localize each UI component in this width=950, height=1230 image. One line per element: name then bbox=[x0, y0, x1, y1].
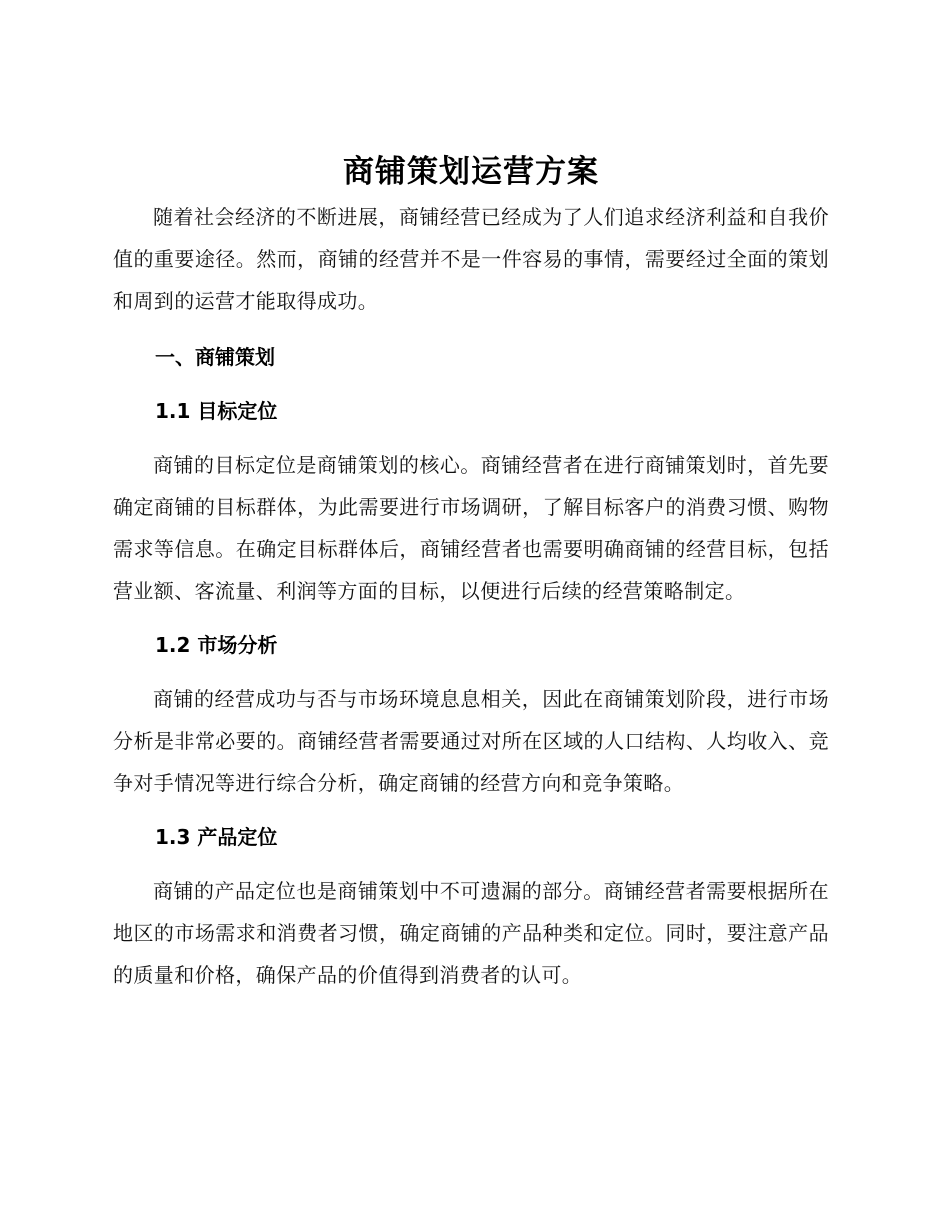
paragraph-product: 商铺的产品定位也是商铺策划中不可遗漏的部分。商铺经营者需要根据所在地区的市场需求和消费者习惯，确定商铺的产品种类和定位。同时，要注意产品的质量和价格，确保产品的价值得到消费者的认可。 bbox=[113, 879, 829, 987]
document-page bbox=[113, 148, 829, 996]
subsection-heading-product: 1.3 产品定位 bbox=[155, 825, 278, 849]
spacer bbox=[113, 612, 829, 624]
spacer bbox=[113, 322, 829, 336]
spacer bbox=[113, 666, 829, 678]
paragraph-market: 商铺的经营成功与否与市场环境息息相关，因此在商铺策划阶段，进行市场分析是非常必要的。商铺经营者需要通过对所在区域的人口结构、人均收入、竞争对手情况等进行综合分析，确定商铺的经营方向和竞争策略。 bbox=[113, 687, 829, 795]
paragraph-target: 商铺的目标定位是商铺策划的核心。商铺经营者在进行商铺策划时，首先要确定商铺的目标群体，为此需要进行市场调研，了解目标客户的消费习惯、购物需求等信息。在确定目标群体后，商铺经营者也需要明确商铺的经营目标，包括营业额、客流量、利润等方面的目标，以便进行后续的经营策略制定。 bbox=[113, 453, 829, 603]
subsection-heading-target: 1.1 目标定位 bbox=[155, 399, 278, 423]
section-heading-planning: 一、商铺策划 bbox=[155, 345, 275, 369]
intro-paragraph: 随着社会经济的不断进展，商铺经营已经成为了人们追求经济利益和自我价值的重要途径。然而，商铺的经营并不是一件容易的事情，需要经过全面的策划和周到的运营才能取得成功。 bbox=[113, 205, 829, 313]
document-title: 商铺策划运营方案 bbox=[343, 154, 599, 190]
spacer bbox=[113, 858, 829, 870]
spacer bbox=[113, 804, 829, 816]
spacer bbox=[113, 432, 829, 444]
spacer bbox=[113, 378, 829, 390]
subsection-heading-market: 1.2 市场分析 bbox=[155, 633, 278, 657]
